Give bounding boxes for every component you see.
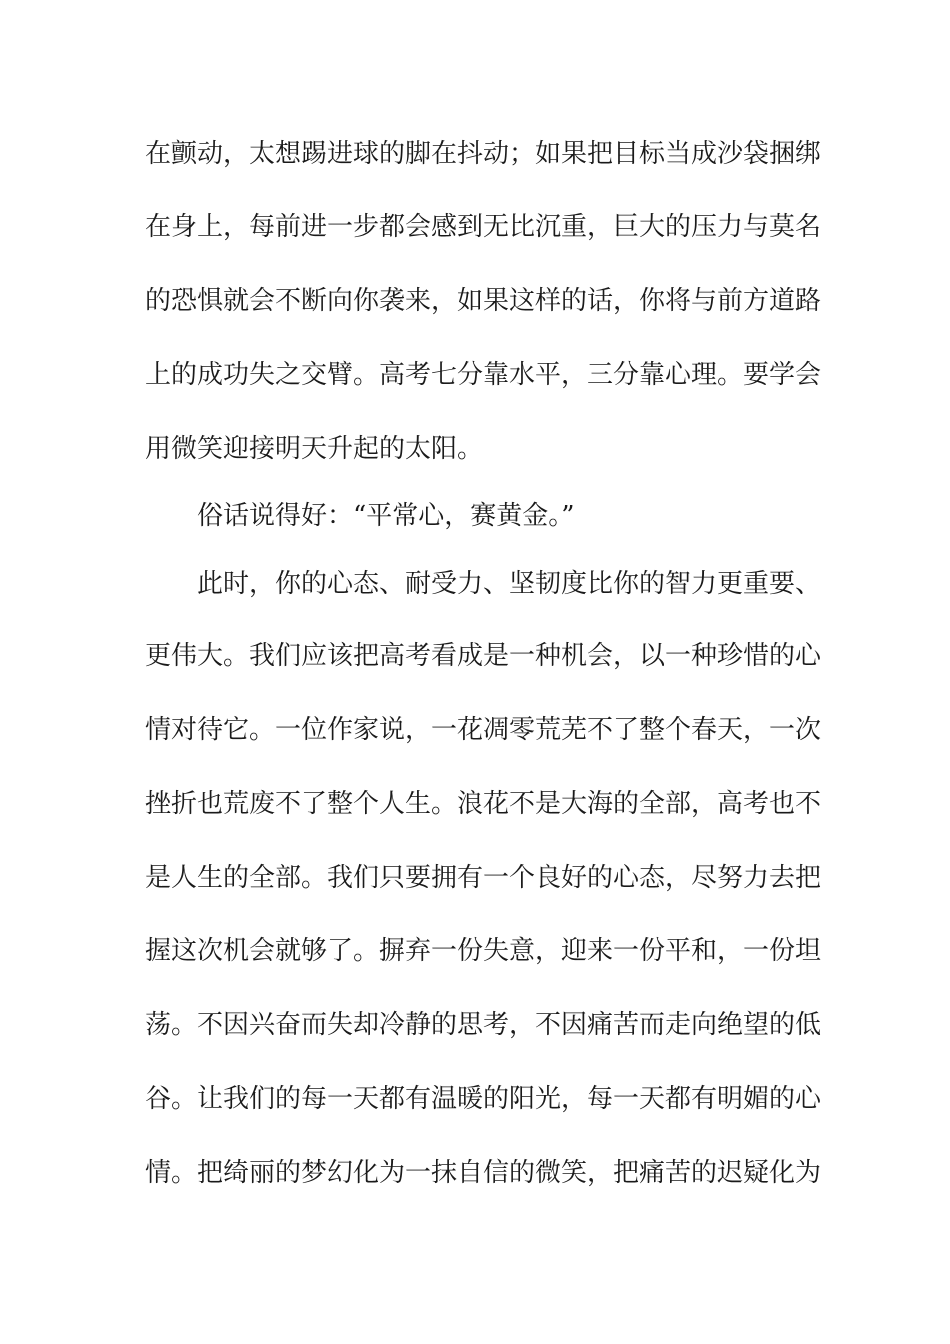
body-text-line: 挫折也荒废不了整个人生。浪花不是大海的全部，高考也不 (145, 789, 822, 819)
body-text-line: 谷。让我们的每一天都有温暖的阳光，每一天都有明媚的心 (145, 1084, 822, 1114)
quote-paragraph: 俗话说得好：“平常心，赛黄金。” (197, 501, 575, 531)
body-text-line: 在颤动，太想踢进球的脚在抖动；如果把目标当成沙袋捆绑 (145, 139, 822, 169)
body-text-line: 握这次机会就够了。摒弃一份失意，迎来一份平和，一份坦 (145, 936, 822, 966)
body-text-line: 情对待它。一位作家说，一花凋零荒芜不了整个春天，一次 (145, 715, 822, 745)
body-text-line: 的恐惧就会不断向你袭来，如果这样的话，你将与前方道路 (145, 286, 822, 316)
body-text-line: 用微笑迎接明天升起的太阳。 (145, 434, 484, 464)
body-text-line: 更伟大。我们应该把高考看成是一种机会，以一种珍惜的心 (145, 641, 822, 671)
paragraph-first-line: 此时，你的心态、耐受力、坚韧度比你的智力更重要、 (197, 569, 822, 599)
body-text-line: 情。把绮丽的梦幻化为一抹自信的微笑，把痛苦的迟疑化为 (145, 1158, 822, 1188)
body-text-line: 荡。不因兴奋而失却冷静的思考，不因痛苦而走向绝望的低 (145, 1010, 822, 1040)
body-text-line: 是人生的全部。我们只要拥有一个良好的心态，尽努力去把 (145, 863, 822, 893)
body-text-line: 在身上，每前进一步都会感到无比沉重，巨大的压力与莫名 (145, 212, 822, 242)
body-text-line: 上的成功失之交臂。高考七分靠水平，三分靠心理。要学会 (145, 360, 822, 390)
